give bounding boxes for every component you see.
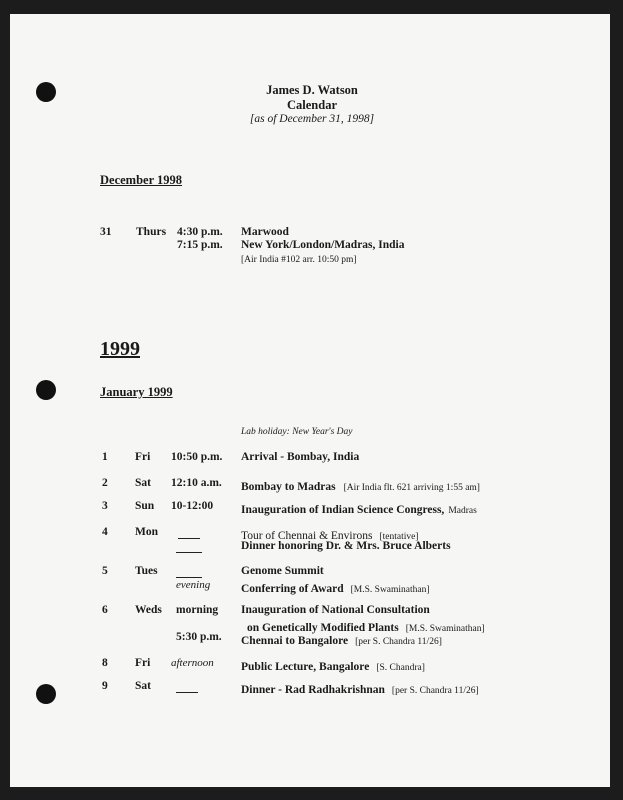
punch-hole bbox=[36, 82, 56, 102]
entry-note: [Air India flt. 621 arriving 1:55 am] bbox=[343, 483, 480, 493]
entry-note: [M.S. Swaminathan] bbox=[405, 624, 485, 634]
entry-day: Mon bbox=[135, 526, 158, 538]
entry-date: 1 bbox=[102, 451, 108, 463]
entry-day: Tues bbox=[135, 565, 158, 577]
entry-event: Dinner - Rad Radhakrishnan bbox=[241, 684, 385, 696]
year-heading: 1999 bbox=[100, 338, 140, 360]
entry-event: Tour of Chennai & Environs bbox=[241, 530, 373, 542]
entry-time: 7:15 p.m. bbox=[177, 239, 223, 251]
entry-event: Marwood bbox=[241, 226, 289, 238]
calendar-title: Calendar bbox=[287, 98, 337, 112]
time-blank-line bbox=[176, 540, 202, 558]
entry-event: Conferring of Award bbox=[241, 583, 344, 595]
entry-day: Sat bbox=[135, 680, 151, 692]
entry-day: Sat bbox=[135, 477, 151, 489]
entry-date: 2 bbox=[102, 477, 108, 489]
month-heading-december: December 1998 bbox=[100, 173, 183, 187]
entry-time: morning bbox=[176, 604, 219, 616]
entry-date: 5 bbox=[102, 565, 108, 577]
entry-note: [per S. Chandra 11/26] bbox=[355, 637, 442, 647]
entry-date: 6 bbox=[102, 604, 108, 616]
entry-day: Sun bbox=[135, 500, 155, 512]
entry-event: New York/London/Madras, India bbox=[241, 239, 405, 251]
entry-event: Inauguration of Indian Science Congress, bbox=[241, 504, 445, 516]
entry-event: Dinner honoring Dr. & Mrs. Bruce Alberts bbox=[241, 540, 451, 552]
entry-time: 10:50 p.m. bbox=[171, 451, 223, 463]
entry-time: 5:30 p.m. bbox=[176, 631, 222, 643]
entry-note: [S. Chandra] bbox=[376, 663, 425, 673]
month-heading-january: January 1999 bbox=[100, 385, 173, 399]
entry-note: [per S. Chandra 11/26] bbox=[391, 686, 479, 696]
holiday-note: Lab holiday: New Year's Day bbox=[241, 427, 353, 437]
entry-note: [M.S. Swaminathan] bbox=[350, 585, 430, 595]
entry-note: Madras bbox=[448, 506, 477, 516]
entry-date: 31 bbox=[100, 226, 112, 238]
entry-event: Chennai to Bangalore bbox=[241, 635, 349, 647]
entry-event-line bbox=[241, 631, 442, 649]
entry-event: Bombay to Madras bbox=[241, 481, 336, 493]
entry-note: [Air India #102 arr. 10:50 pm] bbox=[241, 255, 357, 265]
entry-event-line bbox=[241, 477, 480, 495]
entry-date: 8 bbox=[102, 657, 108, 669]
entry-event-line bbox=[241, 657, 425, 675]
entry-day: Thurs bbox=[136, 226, 167, 238]
entry-time: evening bbox=[176, 579, 211, 591]
time-blank-line bbox=[176, 680, 198, 698]
punch-hole bbox=[36, 684, 56, 704]
document-page bbox=[10, 14, 610, 787]
calendar-owner: James D. Watson bbox=[266, 83, 358, 97]
entry-event-line bbox=[241, 680, 479, 698]
entry-day: Fri bbox=[135, 451, 151, 463]
entry-event: Arrival - Bombay, India bbox=[241, 451, 360, 463]
entry-event-line bbox=[241, 500, 477, 518]
entry-day: Fri bbox=[135, 657, 151, 669]
entry-note: [tentative] bbox=[379, 532, 419, 542]
entry-date: 4 bbox=[102, 526, 108, 538]
entry-event: on Genetically Modified Plants bbox=[247, 622, 399, 634]
entry-time: 4:30 p.m. bbox=[177, 226, 223, 238]
entry-day: Weds bbox=[135, 604, 162, 616]
punch-hole bbox=[36, 380, 56, 400]
entry-event-line bbox=[241, 579, 430, 597]
entry-time: afternoon bbox=[171, 657, 214, 669]
entry-event: Inauguration of National Consultation bbox=[241, 604, 430, 616]
entry-date: 9 bbox=[102, 680, 108, 692]
entry-time: 12:10 a.m. bbox=[171, 477, 222, 489]
entry-time: 10-12:00 bbox=[171, 500, 214, 512]
entry-event: Public Lecture, Bangalore bbox=[241, 661, 370, 673]
entry-event: Genome Summit bbox=[241, 565, 324, 577]
entry-date: 3 bbox=[102, 500, 108, 512]
calendar-as-of: [as of December 31, 1998] bbox=[249, 113, 375, 125]
